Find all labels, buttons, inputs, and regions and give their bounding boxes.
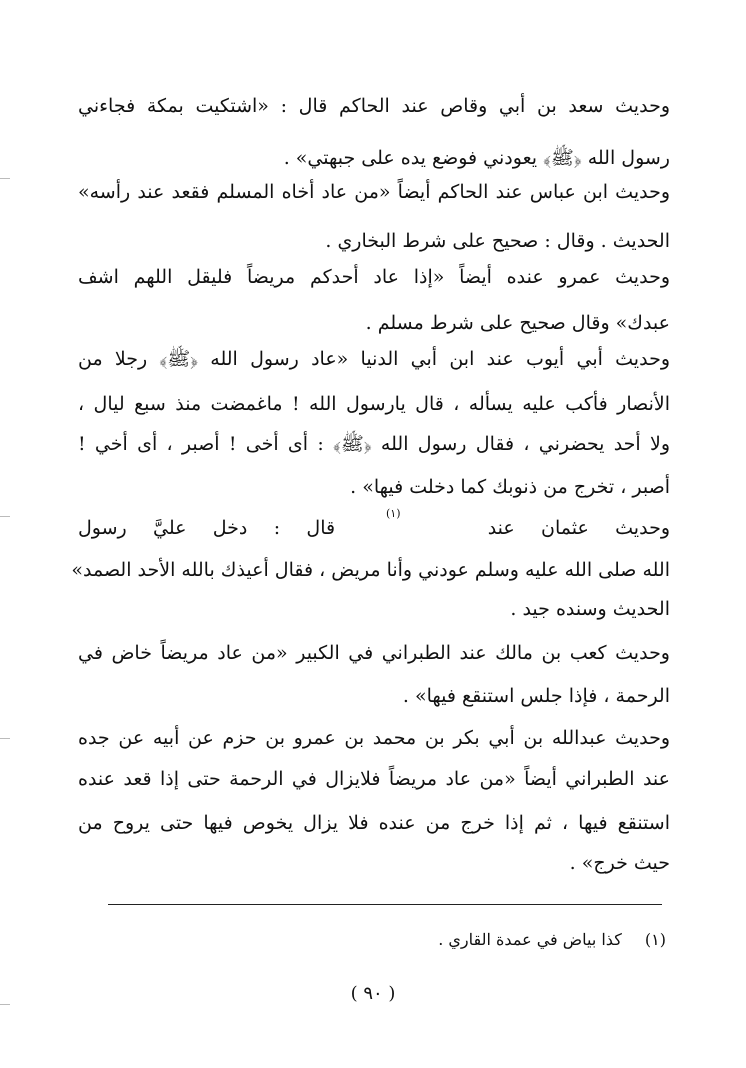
text-line: أصبر ، تخرج من ذنوبك كما دخلت فيها» . xyxy=(350,476,670,498)
text-line: وحديث أبي أيوب عند ابن أبي الدنيا «عاد رسول الله ﴿ﷺ﴾ رجلا من xyxy=(78,348,670,370)
text-line: وحديث عبدالله بن أبي بكر بن محمد بن عمرو بن حزم عن أبيه عن جده xyxy=(78,727,670,749)
footnote-separator xyxy=(108,904,662,905)
text-line: عند الطبراني أيضاً «من عاد مريضاً فلايزال في الرحمة حتى إذا قعد عنده xyxy=(78,768,670,790)
text-line: الرحمة ، فإذا جلس استنقع فيها» . xyxy=(402,685,670,707)
split-line-left: قال : دخل عليَّ رسول xyxy=(78,517,336,539)
text-line-with-blank xyxy=(78,515,670,541)
text-line: ولا أحد يحضرني ، فقال رسول الله ﴿ﷺ﴾ : أى أخى ! أصبر ، أى أخي ! xyxy=(78,433,670,455)
text-line: رسول الله ﴿ﷺ﴾ يعودني فوضع يده على جبهتي» . xyxy=(283,147,670,169)
footnote-marker: (١) xyxy=(386,507,401,520)
text-line: الحديث . وقال : صحيح على شرط البخاري . xyxy=(325,230,670,252)
text-line: استنقع فيها ، ثم إذا خرج من عنده فلا يزال يخوص فيها حتى يروح من xyxy=(78,812,670,834)
text-line: وحديث ابن عباس عند الحاكم أيضاً «من عاد أخاه المسلم فقعد عند رأسه» xyxy=(78,181,670,203)
text-line: الله صلى الله عليه وسلم عودني وأنا مريض ، فقال أعيذك بالله الأحد الصمد» xyxy=(71,559,670,581)
text-line: وحديث سعد بن أبي وقاص عند الحاكم قال : «اشتكيت بمكة فجاءني xyxy=(78,95,670,117)
page-number: ( ٩٠ ) xyxy=(350,983,396,1004)
margin-mark xyxy=(0,516,10,517)
text-line: الأنصار فأكب عليه يسأله ، قال يارسول الله ! ماغمضت منذ سبع ليال ، xyxy=(78,393,670,415)
text-line: الحديث وسنده جيد . xyxy=(510,598,670,620)
margin-mark xyxy=(0,738,10,739)
text-line: وحديث عمرو عنده أيضاً «إذا عاد أحدكم مريضاً فليقل اللهم اشف xyxy=(78,266,670,288)
footnote-number: (١) xyxy=(644,930,666,949)
footnote xyxy=(438,930,666,949)
text-line: حيث خرج» . xyxy=(569,852,670,874)
footnote-text: كذا بياض في عمدة القاري . xyxy=(438,930,622,949)
margin-mark xyxy=(0,178,10,179)
text-line: وحديث كعب بن مالك عند الطبراني في الكبير «من عاد مريضاً خاض في xyxy=(78,642,670,664)
split-line-right: وحديث عثمان عند xyxy=(487,517,670,539)
text-line: عبدك» وقال صحيح على شرط مسلم . xyxy=(365,312,670,334)
margin-mark xyxy=(0,1004,10,1005)
